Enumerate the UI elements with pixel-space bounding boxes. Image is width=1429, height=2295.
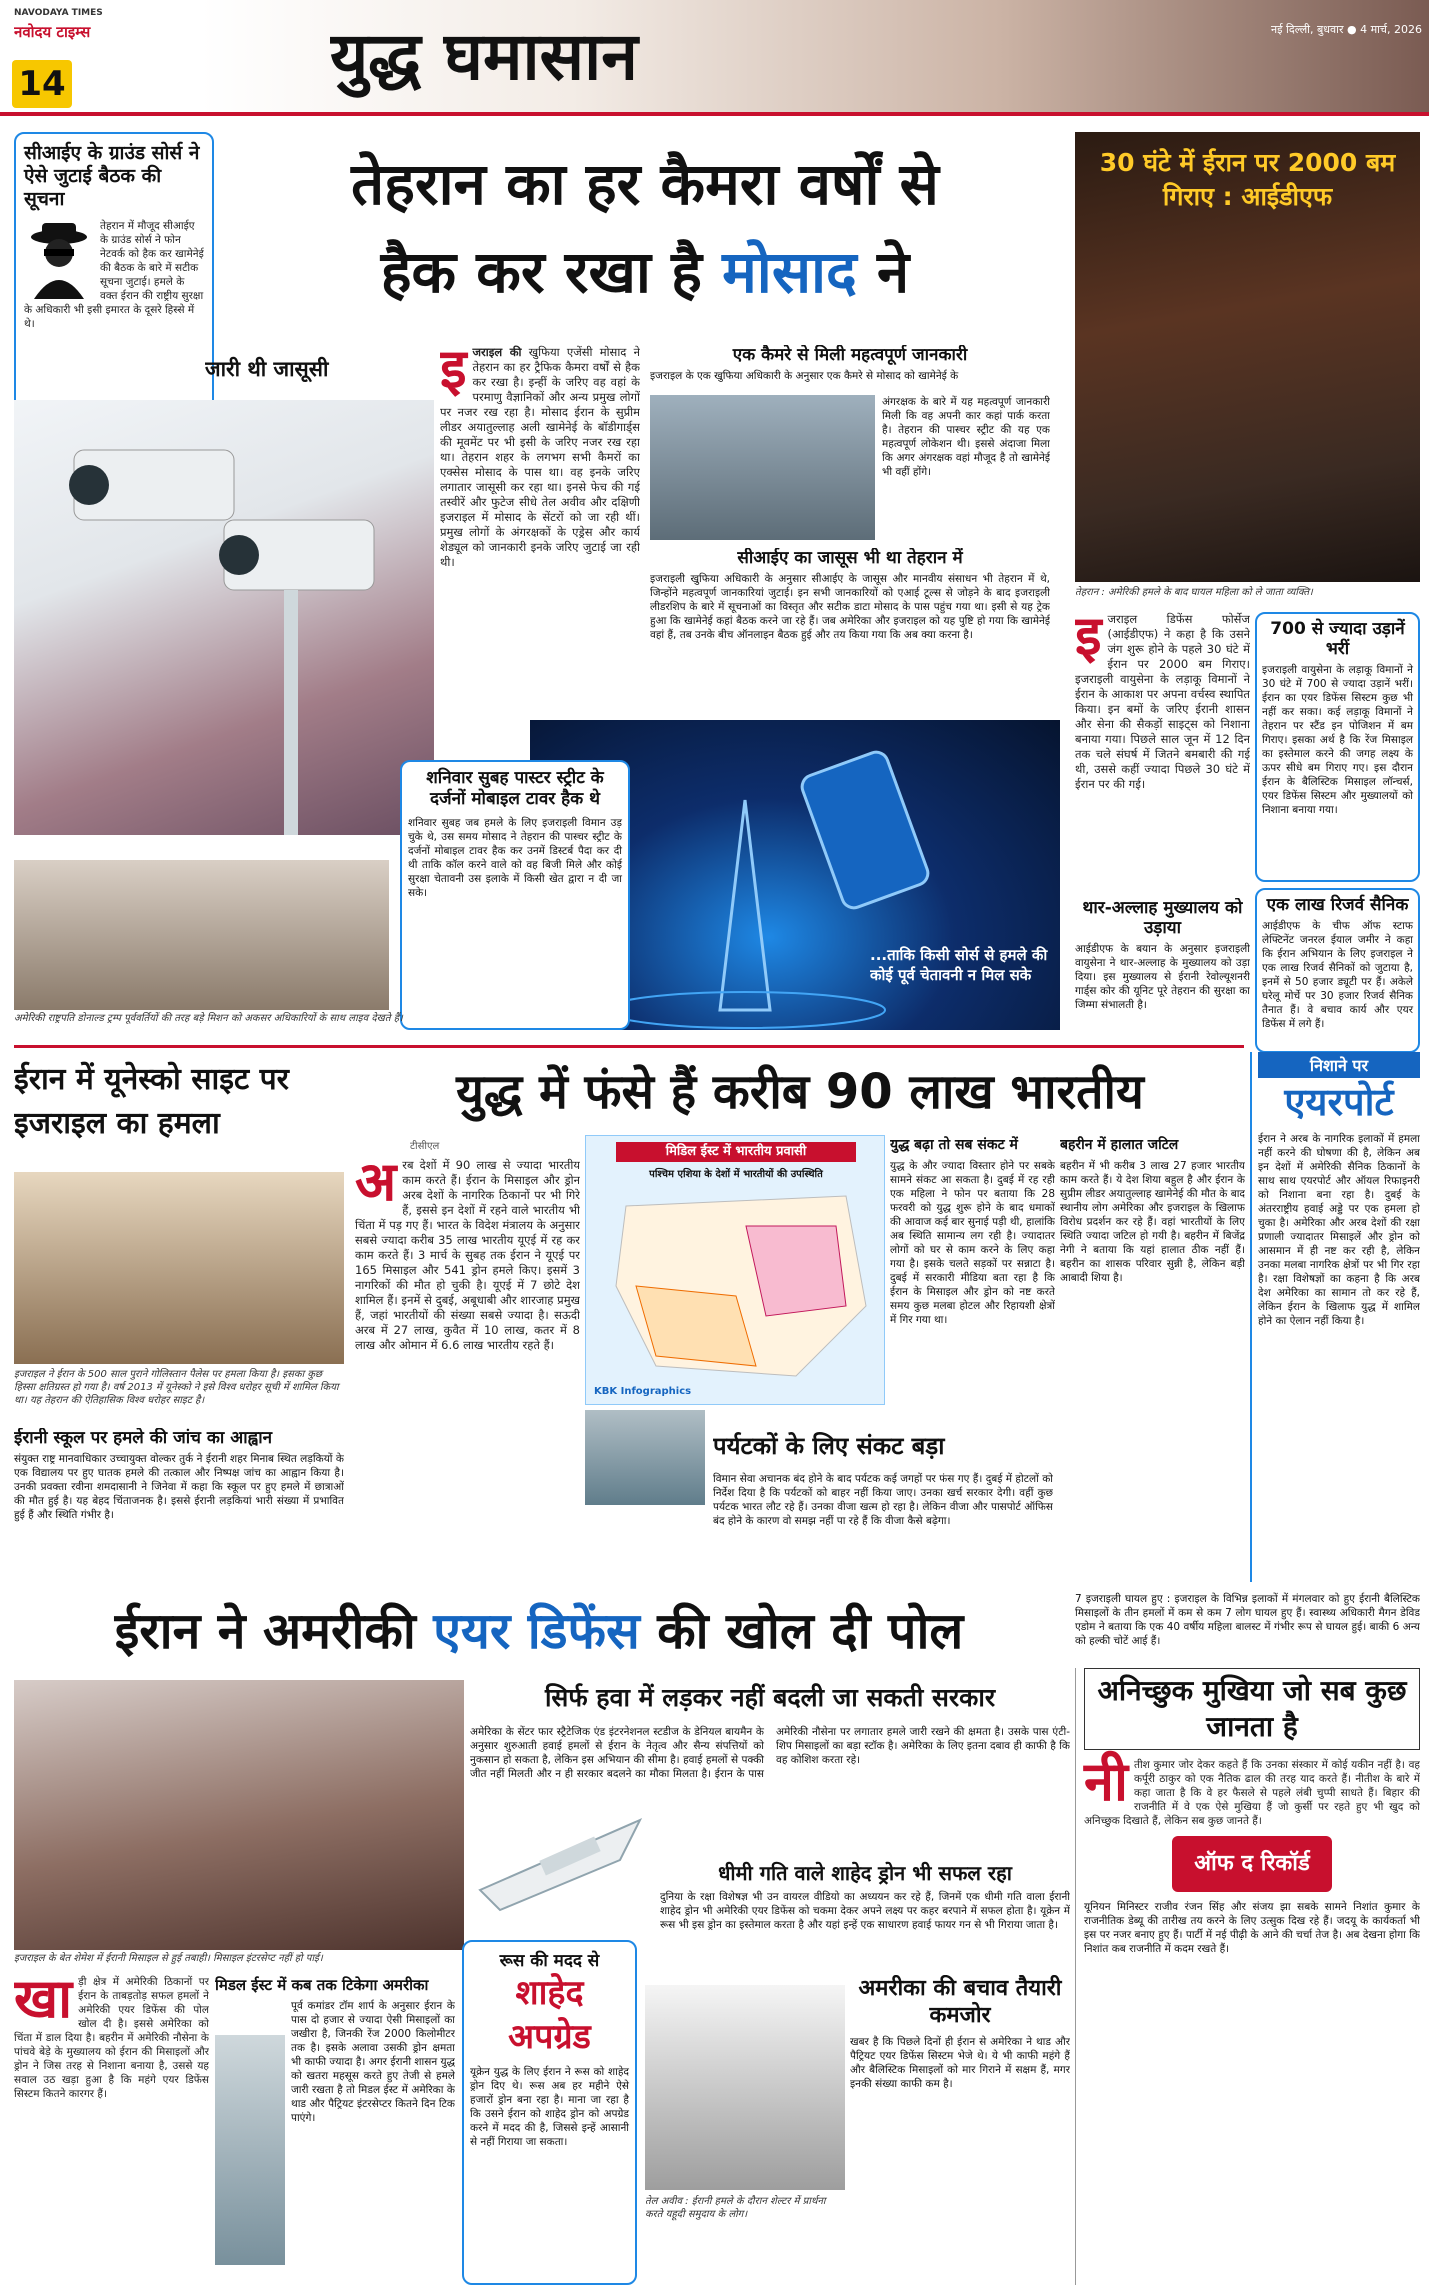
airport-body: ईरान ने अरब के नागरिक इलाकों में हमला नहीं करने की घोषणा की है, लेकिन अब इन देशों में अमेरिकी सैनिक ठिकानों के साथ साथ एयरपोर्ट और ऑयल रिफाइनरी को निशाना बना रहा है। दुबई के अंतरराष्ट्रीय हवाई अड्डे पर एक हमला हो चुका है। अमेरिका और अरब देशों की रक्षा प्रणाली ज्यादातर मिसाइलें और ड्रोन को आसमान में ही नष्ट कर रही है, लेकिन उनका मलबा नागरिक क्षेत्रों पर भी गिर रहा है। रक्षा विशेषज्ञों का कहना है कि अरब देश अमेरिका का सामान तो कर रहे हैं, लेकिन ईरान के खिलाफ युद्ध में शामिल होने का ऐलान नहीं किया है। — [1258, 1133, 1420, 1327]
traffic-photo — [650, 395, 875, 540]
mideast-title: मिडल ईस्ट में कब तक टिकेगा अमरीका — [215, 1976, 429, 1994]
masthead-brand: नवोदय टाइम्स — [14, 23, 91, 41]
dropcap: इ — [440, 345, 467, 400]
airdefense-highlight: एयर डिफेंस — [433, 1602, 640, 1660]
school-title: ईरानी स्कूल पर हमले की जांच का आह्वान — [14, 1428, 273, 1448]
indians-article — [355, 1158, 580, 1588]
russia-title: शाहेद अपग्रेड — [508, 1973, 591, 2057]
cia-sidebar-title: सीआईए के ग्राउंड सोर्स ने ऐसे जुटाई बैठक की सूचना — [24, 142, 200, 210]
airport-kicker: निशाने पर — [1258, 1052, 1420, 1078]
masthead-paper-name: NAVODAYA TIMES — [14, 8, 103, 18]
idf-caption: तेहरान : अमेरिकी हमले के बाद घायल महिला को ले जाता व्यक्ति। — [1075, 587, 1313, 598]
flights-body: इजराइली वायुसेना के लड़ाकू विमानों ने 30 घंटे में 700 से ज्यादा उड़ानें भरीं। ईरान का एयर डिफेंस सिस्टम कुछ भी नहीं कर सका। कई लड़ाकू विमानों ने तेहरान पर स्टैंड इन पोजिशन में बम गिराए। इसका अर्थ है कि रेंज मिसाइल का इस्तेमाल करने की जगह लक्ष्य के ऊपर सीधे बम गिराए गए। इस दौरान ईरान के बैलिस्टिक मिसाइल लॉन्चर्स, एयर डिफेंस सिस्टम और मुख्यालयों को निशाना बनाया गया। — [1262, 664, 1413, 816]
mideast-box — [215, 1975, 455, 2285]
mossad-highlight: मोसाद — [722, 238, 857, 306]
indians-body: रब देशों में 90 लाख से ज्यादा भारतीय काम करते हैं। ईरान के मिसाइल और ड्रोन अरब देशों के नागरिक ठिकानों पर भी गिरे हैं, इससे इन देशों में रहने वाले भारतीय भी चिंता में पड़ गए हैं। भारत के विदेश मंत्रालय के अनुसार सबसे ज्यादा करीब 35 लाख भारतीय यूएई में रह कर काम करते हैं। 3 मार्च के सुबह तक ईरान ने यूएई पर 165 मिसाइल और 541 ड्रोन हमले किए। इसमें 3 नागरिकों की मौत हो चुकी है। यूएई में 7 छोटे देश शामिल हैं। इनमें से दुबई, अबूधाबी और शारजाह प्रमुख हैं, जहां भारतीयों की संख्या सबसे ज्यादा है। सऊदी अरब में 27 लाख, कुवैत में 10 लाख, कतर में 8 लाख और ओमान में 6.6 लाख भारतीय रहते हैं। — [355, 1158, 580, 1352]
airdefense-headline-c: की खोल दी पोल — [657, 1602, 964, 1660]
airport-photo — [585, 1410, 705, 1505]
map-graphic — [596, 1186, 876, 1386]
column-title: अनिच्छुक मुखिया जो सब कुछ जानता है — [1084, 1668, 1420, 1750]
tower-body: शनिवार सुबह जब हमले के लिए इजराइली विमान उड़ चुके थे, उस समय मोसाद ने तेहरान की पास्चर स्ट्रीट के दर्जनों मोबाइल टावर हैक कर उनमें डिस्टर्ब पैदा कर दी थी ताकि कॉल करने वाले को वह बिजी मिले और कोई सुरक्षा चेतावनी उस इलाके में किसी खेत द्वारा न दी जा सके। — [408, 817, 622, 899]
tower-box — [400, 760, 630, 1030]
camera-title: एक कैमरे से मिली महत्वपूर्ण जानकारी — [732, 345, 968, 365]
flights-box — [1255, 612, 1420, 882]
section-divider — [14, 1045, 1244, 1048]
russia-kicker: रूस की मदद से — [499, 1951, 600, 1971]
flights-title: 700 से ज्यादा उड़ानें भरीं — [1270, 619, 1405, 659]
map-title: मिडिल ईस्ट में भारतीय प्रवासी — [616, 1142, 856, 1162]
trump-photo — [14, 860, 389, 1010]
camera-illustration — [14, 400, 434, 835]
dateline: नई दिल्ली, बुधवार ● 4 मार्च, 2026 — [1271, 23, 1422, 36]
diaspora-map — [585, 1135, 885, 1405]
trouble-body: युद्ध के और ज्यादा विस्तार होने पर सबके सामने संकट आ सकता है। दुबई में रह रही एक महिला ने फोन पर बताया कि 28 फरवरी को युद्ध शुरू होने के बाद धमाकों की आवाज कई बार सुनाई पड़ी थी, हालांकि अब स्थिति सामान्य लग रही है। ज्यादातर लोगों को घर से काम करने के लिए कहा गया है। इसके चलते सड़कों पर सन्नाटा है। दुबई में सरकारी मीडिया बता रहा है कि ईरान के मिसाइल और ड्रोन को नष्ट करते समय कुछ मलबा होटल और रिहायशी क्षेत्रों में गिर गया था। — [890, 1160, 1055, 1326]
shelter-photo — [645, 1985, 845, 2190]
tourist-title: पर्यटकों के लिए संकट बड़ा — [713, 1432, 945, 1460]
indians-tag: टीसीएल — [410, 1141, 440, 1152]
russia-body: यूक्रेन युद्ध के लिए ईरान ने रूस को शाहेद ड्रोन दिए थे। रूस अब हर महीने ऐसे हजारों ड्रोन बना रहा है। माना जा रहा है कि उसने ईरान को शाहेद ड्रोन को अपग्रेड करने में मदद की है, जिससे इन्हें आसानी से नहीं गिराया जा सकता। — [470, 2066, 629, 2148]
mossad-headline-line1: तेहरान का हर कैमरा वर्षों से — [351, 150, 939, 218]
airdefense-headline-a: ईरान ने अमरीकी — [114, 1602, 416, 1660]
masthead-rule — [0, 112, 1429, 116]
mideast-body: पूर्व कमांडर टॉम शार्प के अनुसार ईरान के पास दो हजार से ज्यादा ऐसी मिसाइलों का जखीरा है, जिनकी रेंज 2000 किलोमीटर तक है। इसके अलावा उसकी ड्रोन क्षमता भी काफी ज्यादा है। अगर ईरानी शासन युद्ध को खतरा महसूस करते हुए तेजी से हमले जारी रखता है तो मिडल ईस्ट में अमेरिका के थाड और पैट्रियट इंटरसेप्टर कितने दिन टिक पाएंगे। — [291, 2000, 455, 2124]
mossad-headline-part: हैक कर रखा है — [380, 238, 702, 306]
camera-body: अंगरक्षक के बारे में यह महत्वपूर्ण जानकारी मिली कि वह अपनी कार कहां पार्क करता है। तेहरान की पास्चर स्ट्रीट की यह एक महत्वपूर्ण लोकेशन थी। इससे अंदाजा मिला कि अगर अंगरक्षक वहां मौजूद है तो खामेनेई भी वहीं होंगे। — [882, 396, 1050, 478]
offrecord-badge: ऑफ द रिकॉर्ड — [1172, 1836, 1332, 1892]
dropcap: नी — [1084, 1750, 1128, 1813]
map-subtitle: पश्चिम एशिया के देशों में भारतीयों की उपस्थिति — [649, 1169, 823, 1180]
shahed-box — [660, 1860, 1070, 1970]
idf-body: जराइल डिफेंस फोर्सेज (आईडीएफ) ने कहा है कि उसने जंग शुरू होने के पहले 30 घंटे में ईरान पर 2000 बम गिराए। इजराइली वायुसेना के लड़ाकू विमानों ने ईरान के आकाश पर अपना वर्चस्व स्थापित किया। इन बमों के जरिए ईरानी शासन और सेना की सैकड़ों साइट्स को निशाना बनाया गया। पिछले साल जून में 12 दिन तक चले संघर्ष में जितने बमबारी की गई थी, उससे कहीं ज्यादा पिछले 30 घंटे में ईरान पर की गई। — [1075, 612, 1250, 791]
gulf-body: ड़ी क्षेत्र में अमेरिकी ठिकानों पर ईरान के ताबड़तोड़ सफल हमलों ने अमेरिकी एयर डिफेंस की पोल खोल दी है। इससे अमेरिका को चिंता में डाल दिया है। बहरीन में अमेरिकी नौसेना के पांचवे बेड़े के मुख्यालय को ईरान की मिसाइलों और ड्रोन ने जिस तरह से निशाना बनाया है, उससे यह सवाल उठ खड़ा हुआ है कि महंगे एयर डिफेंस सिस्टम कितने कारगर हैं। — [14, 1976, 209, 2100]
destruction-caption: इजराइल के बेत शेमेश में ईरानी मिसाइल से हुई तबाही। मिसाइल इंटरसेप्ट नहीं हो पाई। — [14, 1953, 323, 1964]
trouble-title: युद्ध बढ़ा तो सब संकट में — [890, 1137, 1018, 1153]
mossad-headline — [230, 140, 1060, 330]
mossad-body: खुफिया एजेंसी मोसाद ने तेहरान का हर ट्रैफिक कैमरा वर्षों से हैक कर रखा है। इन्हीं के जरिए वह वहां के परमाणु वैज्ञानिकों और अन्य प्रमुख लोगों पर नजर रख रहा है। मोसाद ईरान के सुप्रीम लीडर अयातुल्लाह अली खामेनेई के बॉडीगार्ड्स की मूवमेंट पर भी इसी के जरिए नजर रख रहा था। तेहरान शहर के लगभग सभी कैमरों का एक्सेस मोसाद के पास था। वह इनके जरिए लगातार जासूसी कर रहा था। इनसे फेच की गई तस्वीरें और फुटेज सीधे तेल अवीव और दक्षिणी इजराइल में मोसाद के सेंटरों को जा रही थीं। प्रमुख लोगों के अंगरक्षकों के एड्रेस और कार्य शेड्यूल को जानकारी इनके जरिए जुटाई जा रही थी। — [440, 345, 640, 569]
article-byline: जराइल की — [472, 345, 522, 359]
cia-sidebar-body: तेहरान में मौजूद सीआईए के ग्राउंड सोर्स ने फोन नेटवर्क को हैक कर खामेनेई की बैठक के बारे में सटीक सूचना जुटाई। हमले के वक्त ईरान की राष्ट्रीय सुरक्षा के अधिकारी भी इसी इमारत के दूसरे हिस्से में थे। — [24, 220, 204, 330]
camera-lead: इजराइल के एक खुफिया अधिकारी के अनुसार एक कैमरे से मोसाद को खामेनेई के — [650, 370, 959, 382]
defence-body: खबर है कि पिछले दिनों ही ईरान से अमेरिका ने थाड और पैट्रियट एयर डिफेंस सिस्टम भेजे थे। ये भी काफी महंगे हैं और बैलिस्टिक मिसाइलों को मार गिराने में सक्षम हैं, मगर इनकी संख्या काफी कम है। — [850, 2036, 1070, 2090]
idf-photo — [1075, 132, 1420, 582]
mossad-headline-end: ने — [877, 238, 910, 306]
palace-photo — [14, 1172, 344, 1364]
tower-caption: ...ताकि किसी सोर्स से हमले की कोई पूर्व चेतावनी न मिल सके — [870, 946, 1048, 984]
cia-title: सीआईए का जासूस भी था तेहरान में — [737, 548, 963, 568]
thar-box — [1075, 898, 1250, 1058]
dropcap: इ — [1075, 612, 1102, 667]
bahrain-box — [1060, 1135, 1245, 1585]
thar-title: थार-अल्लाह मुख्यालय को उड़ाया — [1082, 898, 1243, 938]
destruction-photo — [14, 1680, 464, 1950]
mossad-headline-line2 — [230, 228, 1060, 316]
column-body: तीश कुमार जोर देकर कहते हैं कि उनका संस्कार में कोई यकीन नहीं है। वह कर्पूरी ठाकुर को एक नैतिक ढाल की तरह याद करते हैं। नीतीश के बारे में कहा जाता है कि वे हर फैसले से पहले लंबी चुप्पी साधते हैं। बिहार की राजनीति में वे एक ऐसे मुखिया हैं जो कुर्सी पर रहते हुए भी खुद को अनिच्छुक दिखाते हैं, लेकिन सब कुछ जानते हैं। — [1084, 1759, 1420, 1827]
idf-banner: 30 घंटे में ईरान पर 2000 बम गिराए : आईडीएफ — [1099, 148, 1396, 211]
shelter-caption: तेल अवीव : ईरानी हमले के दौरान शेल्टर में प्रार्थना करते यहूदी समुदाय के लोग। — [645, 2196, 826, 2220]
bahrain-body: बहरीन में भी करीब 3 लाख 27 हजार भारतीय काम करते हैं। ये देश शिया बहुल है और ईरान के सुप्रीम लीडर अयातुल्लाह खामेनेई की मौत के बाद स्थानीय लोग अमेरिका और इजराइल के खिलाफ विरोध प्रदर्शन कर रहे हैं। वहां भारतीयों के लिए स्थिति ज्यादा जटिल हो गयी है। बहरीन में बिजेंद्र नेगी ने बताया कि यहां हालात ठीक नहीं हैं। बहरीन का शासक परिवार सुन्नी है, लेकिन बड़ी आबादी शिया है। — [1060, 1160, 1245, 1284]
spy-icon — [24, 219, 94, 299]
unesco-caption: इजराइल ने ईरान के 500 साल पुराने गोलिस्तान पैलेस पर हमला किया है। इसका कुछ हिस्सा क्षतिग्रस्त हो गया है। वर्ष 2013 में यूनेस्को ने इसे विश्व धरोहर सूची में शामिल किया था। यह तेहरान की ऐतिहासिक विश्व धरोहर साइट है। — [14, 1369, 339, 1406]
tourist-box — [585, 1410, 1055, 1580]
airdefense-headline — [14, 1592, 1064, 1672]
trump-caption: अमेरिकी राष्ट्रपति डोनाल्ड ट्रम्प पूर्ववर्तियों की तरह बड़े मिशन को अकसर अधिकारियों के साथ लाइव देखते हैं। — [14, 1013, 403, 1024]
trouble-box — [890, 1135, 1055, 1420]
defence-title: अमरीका की बचाव तैयारी कमजोर — [858, 1976, 1062, 2028]
bahrain-title: बहरीन में हालात जटिल — [1060, 1137, 1179, 1153]
gulf-article — [14, 1975, 209, 2285]
tourist-body: विमान सेवा अचानक बंद होने के बाद पर्यटक कई जगहों पर फंस गए हैं। दुबई में होटलों को निर्देश दिया है कि पर्यटकों को बाहर नहीं किया जाए। उनका खर्च सरकार देगी। वहीं कुछ पर्यटक भारत लौट रहे हैं। उनका वीजा खत्म हो रहा है। लेकिन वीजा और पासपोर्ट ऑफिस बंद होने के कारण वो समझ नहीं पा रहे हैं कि वीजा कैसे बढ़ेगा। — [713, 1473, 1053, 1527]
page-number: 14 — [12, 60, 72, 108]
russia-box — [462, 1940, 637, 2285]
map-source: KBK Infographics — [594, 1386, 692, 1397]
mossad-article — [440, 345, 640, 725]
shahed-title: धीमी गति वाले शाहेद ड्रोन भी सफल रहा — [718, 1861, 1012, 1885]
reserve-box — [1255, 888, 1420, 1053]
drone-graphic — [470, 1790, 650, 1930]
dropcap: खा — [14, 1975, 73, 2030]
masthead — [0, 0, 1429, 112]
kicker-spying: जारी थी जासूसी — [205, 357, 329, 381]
column-text — [1084, 1750, 1420, 1828]
missile-photo — [215, 2035, 285, 2265]
shahed-body: दुनिया के रक्षा विशेषज्ञ भी उन वायरल वीडियो का अध्ययन कर रहे हैं, जिनमें एक धीमी गति वाला ईरानी शाहेद ड्रोन भी अमेरिकी एयर डिफेंस को चकमा देकर अपने लक्ष्य पर कहर बरपाने में सफल होता है। यूक्रेन में रूस भी इस ड्रोन का इस्तेमाल करता है और यहां इन्हें एक साधारण हवाई फायर गन से भी गिराया जाता है। — [660, 1891, 1070, 1931]
cia-sidebar — [14, 132, 214, 432]
reserve-title: एक लाख रिजर्व सैनिक — [1266, 895, 1409, 915]
section-title: युद्ध घमासान — [330, 17, 638, 95]
drone-icon — [470, 1790, 650, 1930]
indians-headline: युद्ध में फंसे हैं करीब 90 लाख भारतीय — [456, 1064, 1144, 1120]
cia-body: इजराइली खुफिया अधिकारी के अनुसार सीआईए के जासूस और मानवीय संसाधन भी तेहरान में थे, जिन्होंने महत्वपूर्ण जानकारियां जुटाई। इन सभी जानकारियों को एआई टूल्स से जोड़ने के बाद इजराइली लीडरशिप के बारे में सूचनाओं का विस्तृत और सटीक डाटा मोसाद के पास पहुंच गया था। इसी से यह ट्रेक हुआ कि खामेनेई कहां बैठक करने जा रहे हैं। जब अमेरिका और इजराइल को यह पुष्टि हो गया कि खामेनेई वहां हैं, तब उनके बीच ऑनलाइन बैठक हुई और तय किया गया कि अब क्या करना है। — [650, 573, 1050, 641]
idf-article — [1075, 612, 1250, 902]
column-box — [1075, 1668, 1420, 2285]
defence-box — [850, 1975, 1070, 2285]
air-title: सिर्फ हवा में लड़कर नहीं बदली जा सकती सरकार — [544, 1683, 996, 1712]
school-body: संयुक्त राष्ट्र मानवाधिकार उच्चायुक्त वोल्कर तुर्क ने ईरानी शहर मिनाब स्थित लड़कियों के एक विद्यालय पर हुए घातक हमले की तत्काल और निष्पक्ष जांच का आह्वान किया है। उनकी प्रवक्ता रवीना शमदासानी ने जिनेवा में कहा कि स्कूल पर हुए हमले में छात्राओं की मौत हुई है। यह बेहद चिंताजनक है। इससे ईरानी लड़कियां भारी संख्या में प्रभावित हुई हैं और स्थिति गंभीर है। — [14, 1453, 344, 1521]
cctv-photo — [14, 400, 434, 835]
airport-title: एयरपोर्ट — [1284, 1080, 1394, 1124]
injured-note: 7 इजराइली घायल हुए : इजराइल के विभिन्न इलाकों में मंगलवार को हुए ईरानी बैलिस्टिक मिसाइलों के तीन हमलों में कम से कम 7 लोग घायल हुए हैं। स्वास्थ्य अधिकारी मैगन डेविड एडोम ने बताया कि एक 40 वर्षीय महिला बालस्ट में गंभीर रूप से घायल हुई। बाकी 6 अन्य को हल्की चोटें आई हैं। — [1075, 1593, 1420, 1647]
dropcap: अ — [355, 1158, 397, 1213]
school-box — [14, 1428, 344, 1588]
air-body: अमेरिका के सेंटर फार स्ट्रैटेजिक एंड इंटरनेशनल स्टडीज के डेनियल बायमैन के अनुसार शुरुआती हवाई हमलों से ईरान के नेतृत्व और सैन्य संपत्तियों को नुकसान हो सकता है, लेकिन इस अभियान की सीमा है। हवाई हमलों से पक्की जीत नहीं मिलती और न ही सरकार बदलने का मौका मिलता है। ईरान के पास अमेरिकी नौसेना पर लगातार हमले जारी रखने की क्षमता है। उसके पास एंटी-शिप मिसाइलों का बड़ा स्टॉक है। अमेरिका के लिए इतना दबाव ही काफी है कि वह कोशिश करता रहे। — [470, 1726, 1070, 1780]
camera-box — [650, 345, 1050, 540]
tower-title: शनिवार सुबह पास्टर स्ट्रीट के दर्जनों मोबाइल टावर हैक थे — [426, 768, 604, 809]
thar-body: आईडीएफ के बयान के अनुसार इजराइली वायुसेना ने थार-अल्लाह के मुख्यालय को उड़ा दिया। इस मुख्यालय से ईरानी रेवोल्यूशनरी गार्ड्स कोर की यूनिट पूरे तेहरान की सुरक्षा का जिम्मा संभालती है। — [1075, 943, 1250, 1011]
reserve-body: आईडीएफ के चीफ ऑफ स्टाफ लेफ्टिनेंट जनरल ईयाल जमीर ने कहा कि ईरान अभियान के लिए इजराइल ने एक लाख रिजर्व सैनिकों को जुटाया है, इनमें से 50 हजार ड्यूटी पर हैं। अकेले घरेलू मोर्चे पर 30 हजार रिजर्व सैनिक तैनात हैं। वे बचाव कार्य और एयर डिफेंस में लगे हैं। — [1262, 920, 1413, 1030]
unesco-title: ईरान में यूनेस्को साइट पर इजराइल का हमला — [14, 1062, 289, 1141]
column-body2: यूनियन मिनिस्टर राजीव रंजन सिंह और संजय झा सबके सामने निशांत कुमार के राजनीतिक डेब्यू की तारीख तय करने के लिए उत्सुक दिख रहे हैं। जदयू के कार्यकर्ता भी इस पर नजर बनाए हुए हैं। पार्टी में नई पीढ़ी के आने की चर्चा तेज है। अब देखना होगा कि निशांत कब राजनीति में कदम रखते हैं। — [1084, 1901, 1420, 1955]
airport-box — [1250, 1052, 1420, 1582]
cia-box — [650, 548, 1050, 718]
